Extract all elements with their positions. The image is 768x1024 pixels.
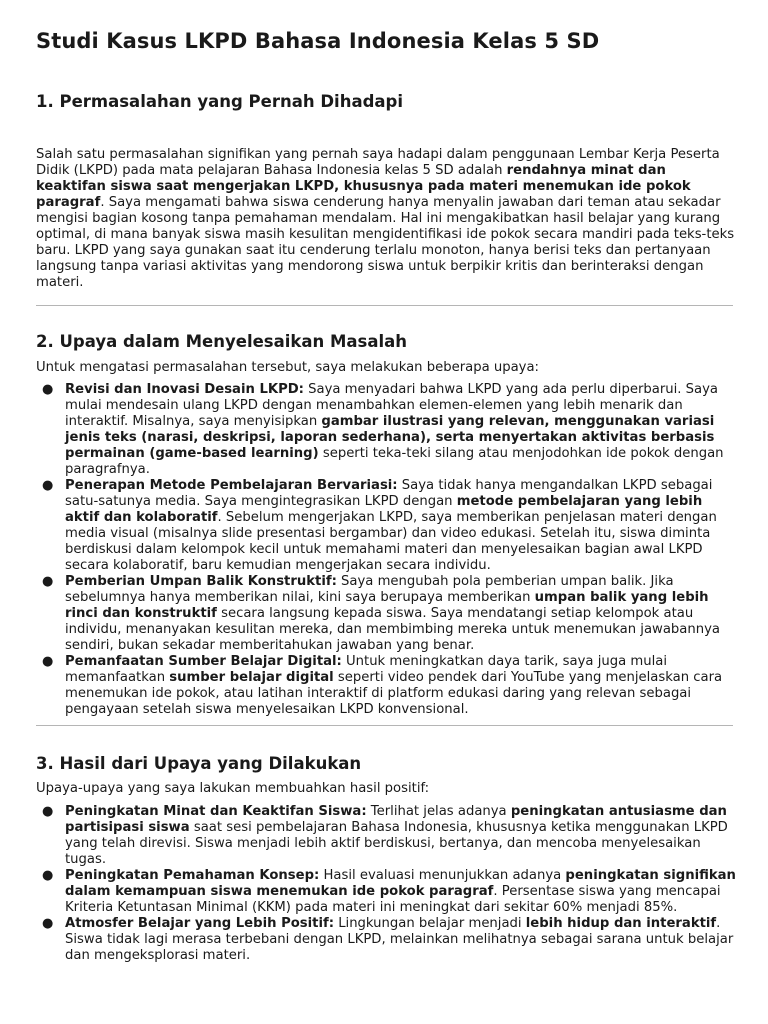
- list-item-lead: Peningkatan Pemahaman Konsep:: [65, 868, 320, 883]
- section-3-heading: 3. Hasil dari Upaya yang Dilakukan: [36, 754, 362, 773]
- list-item-bold: peningkatan antusiasme dan partisipasi siswa: [65, 804, 727, 835]
- section-3-list: [36, 804, 736, 964]
- list-item-text: Saya tidak hanya mengandalkan LKPD sebagai satu-satunya media. Saya mengintegrasikan LKPD dengan: [65, 478, 713, 509]
- section-3-intro: Upaya-upaya yang saya lakukan membuahkan hasil positif:: [36, 781, 430, 796]
- list-item-lead: Pemberian Umpan Balik Konstruktif:: [65, 574, 337, 589]
- list-item-lead: Peningkatan Minat dan Keaktifan Siswa:: [65, 804, 367, 819]
- list-item-bold: peningkatan signifikan dalam kemampuan siswa menemukan ide pokok paragraf: [65, 868, 736, 899]
- list-item-text: Saya mengubah pola pemberian umpan balik. Jika sebelumnya hanya memberikan nilai, kini saya berupaya memberikan: [65, 574, 674, 605]
- section-1-paragraph: [36, 147, 736, 291]
- list-item: [36, 804, 736, 868]
- list-item-text: saat sesi pembelajaran Bahasa Indonesia, khususnya ketika menggunakan LKPD yang telah direvisi. Siswa menjadi lebih aktif berdiskusi, bertanya, dan mencoba menyelesaikan tugas.: [65, 820, 728, 867]
- list-item-bold: metode pembelajaran yang lebih aktif dan kolaboratif: [65, 494, 703, 525]
- list-item: [36, 916, 736, 964]
- bullet-icon: ●: [42, 654, 54, 669]
- list-item-text: Lingkungan belajar menjadi: [334, 916, 526, 931]
- divider-2: [36, 725, 733, 726]
- list-item-text: Saya menyadari bahwa LKPD yang ada perlu diperbarui. Saya mulai mendesain ulang LKPD dengan menambahkan elemen-elemen yang lebih menarik dan interaktif. Misalnya, saya menyisipkan: [65, 382, 718, 429]
- list-item-text: . Siswa tidak lagi merasa terbebani dengan LKPD, melainkan melihatnya sebagai sarana untuk belajar dan mengeksplorasi materi.: [65, 916, 734, 963]
- divider-1: [36, 305, 733, 306]
- bullet-icon: ●: [42, 478, 54, 493]
- list-item-bold: gambar ilustrasi yang relevan, menggunakan variasi jenis teks (narasi, deskripsi, laporan sederhana), serta menyertakan aktivitas berbasis permainan (game-based learning): [65, 414, 715, 461]
- list-item-text: seperti video pendek dari YouTube yang menjelaskan cara menemukan ide pokok, atau latihan interaktif di platform edukasi daring yang relevan sebagai pengayaan setelah siswa menyelesaikan LKPD konvensional.: [65, 670, 723, 717]
- bullet-icon: ●: [42, 574, 54, 589]
- section-1-text-b: . Saya mengamati bahwa siswa cenderung hanya menyalin jawaban dari teman atau sekadar mengisi bagian kosong tanpa pemahaman mendalam. Hal ini mengakibatkan hasil belajar yang kurang optimal, di mana banyak siswa masih kesulitan mengidentifikasi ide pokok secara mandiri pada teks-teks baru. LKPD yang saya gunakan saat itu cenderung terlalu monoton, hanya berisi teks dan pertanyaan langsung tanpa variasi aktivitas yang mendorong siswa untuk berpikir kritis dan berinteraksi dengan materi.: [36, 195, 735, 290]
- bullet-icon: ●: [42, 382, 54, 397]
- list-item-text: . Sebelum mengerjakan LKPD, saya memberikan penjelasan materi dengan media visual (misalnya slide presentasi bergambar) dan video edukasi. Setelah itu, siswa diminta berdiskusi dalam kelompok kecil untuk memahami materi dan menyelesaikan bagian awal LKPD secara kolaboratif, baru kemudian mengerjakan secara individu.: [65, 510, 717, 573]
- list-item-text: secara langsung kepada siswa. Saya mendatangi setiap kelompok atau individu, menanyakan kesulitan mereka, dan membimbing mereka untuk menemukan jawabannya sendiri, bukan sekadar memberitahukan jawaban yang benar.: [65, 606, 720, 653]
- list-item-lead: Atmosfer Belajar yang Lebih Positif:: [65, 916, 334, 931]
- bullet-icon: ●: [42, 916, 54, 931]
- list-item-text: Hasil evaluasi menunjukkan adanya: [319, 868, 566, 883]
- section-2-intro: Untuk mengatasi permasalahan tersebut, saya melakukan beberapa upaya:: [36, 360, 539, 375]
- list-item-bold: lebih hidup dan interaktif: [525, 916, 717, 931]
- list-item-bold: umpan balik yang lebih rinci dan konstruktif: [65, 590, 709, 621]
- list-item-text: . Persentase siswa yang mencapai Kriteria Ketuntasan Minimal (KKM) pada materi ini meningkat dari sekitar 60% menjadi 85%.: [65, 884, 721, 915]
- list-item-text: Terlihat jelas adanya: [366, 804, 511, 819]
- list-item-lead: Penerapan Metode Pembelajaran Bervariasi:: [65, 478, 398, 493]
- list-item: [36, 868, 736, 916]
- list-item-bold: sumber belajar digital: [169, 670, 334, 685]
- section-1-text-a: Salah satu permasalahan signifikan yang pernah saya hadapi dalam penggunaan Lembar Kerja Peserta Didik (LKPD) pada mata pelajaran Bahasa Indonesia kelas 5 SD adalah: [36, 147, 720, 178]
- list-item: [36, 574, 736, 654]
- list-item-text: Untuk meningkatkan daya tarik, saya juga mulai memanfaatkan: [65, 654, 667, 685]
- section-2-heading: 2. Upaya dalam Menyelesaikan Masalah: [36, 332, 408, 351]
- list-item: [36, 382, 736, 478]
- bullet-icon: ●: [42, 804, 54, 819]
- document-title: Studi Kasus LKPD Bahasa Indonesia Kelas 5 SD: [36, 29, 600, 53]
- list-item-lead: Revisi dan Inovasi Desain LKPD:: [65, 382, 304, 397]
- section-2-list: [36, 382, 736, 718]
- list-item-lead: Pemanfaatan Sumber Belajar Digital:: [65, 654, 342, 669]
- list-item: [36, 478, 736, 574]
- list-item: [36, 654, 736, 718]
- bullet-icon: ●: [42, 868, 54, 883]
- list-item-text: seperti teka-teki silang atau menjodohkan ide pokok dengan paragrafnya.: [65, 446, 724, 477]
- section-1-heading: 1. Permasalahan yang Pernah Dihadapi: [36, 92, 403, 111]
- section-1-text-bold: rendahnya minat dan keaktifan siswa saat mengerjakan LKPD, khususnya pada materi menemukan ide pokok paragraf: [36, 163, 691, 210]
